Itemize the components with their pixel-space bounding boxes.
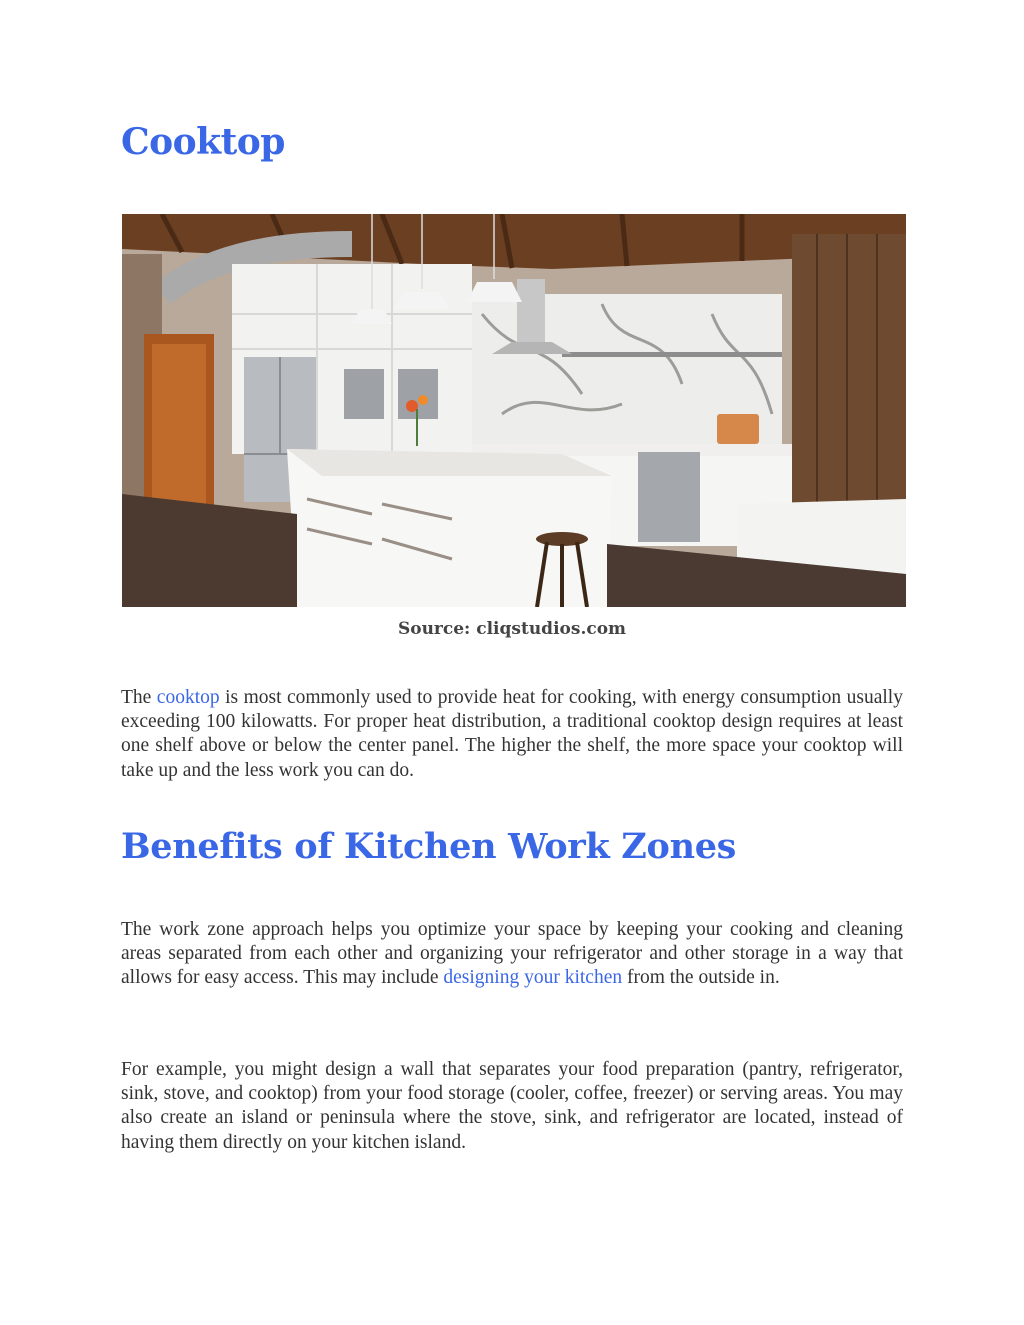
designing-kitchen-link[interactable]: designing your kitchen [443,967,623,989]
image-caption: Source: cliqstudios.com [397,619,627,639]
paragraph-text: is most commonly used to provide heat for cooking, with energy consumption usually exceeding 100 kilowatts. For proper heat distribution, a traditional cooktop design requires at least one shelf above or below the center panel. The higher the shelf, the more space your cooktop will take up and the less work you can do. [121,687,903,781]
paragraph-text: The work zone approach helps you optimize your space by keeping your cooking and cleaning areas separated from each other and organizing your refrigerator and other storage in a way that allows for easy access. This may include [121,919,903,989]
heading-cooktop: Cooktop [121,121,285,163]
paragraph-text: from the outside in. [622,967,780,989]
example-paragraph: For example, you might design a wall that separates your food preparation (pantry, refrigerator, sink, stove, and cooktop) from your food storage (cooler, coffee, freezer) or serving areas. You may also create an island or peninsula where the stove, sink, and refrigerator are located, instead of having them directly on your kitchen island. [121,1059,903,1153]
kitchen-photo [122,214,906,607]
cooktop-link[interactable]: cooktop [156,687,220,708]
work-zone-paragraph [121,918,903,991]
cooktop-paragraph [121,686,903,783]
heading-benefits: Benefits of Kitchen Work Zones [121,826,737,867]
paragraph-text: The [121,687,157,708]
